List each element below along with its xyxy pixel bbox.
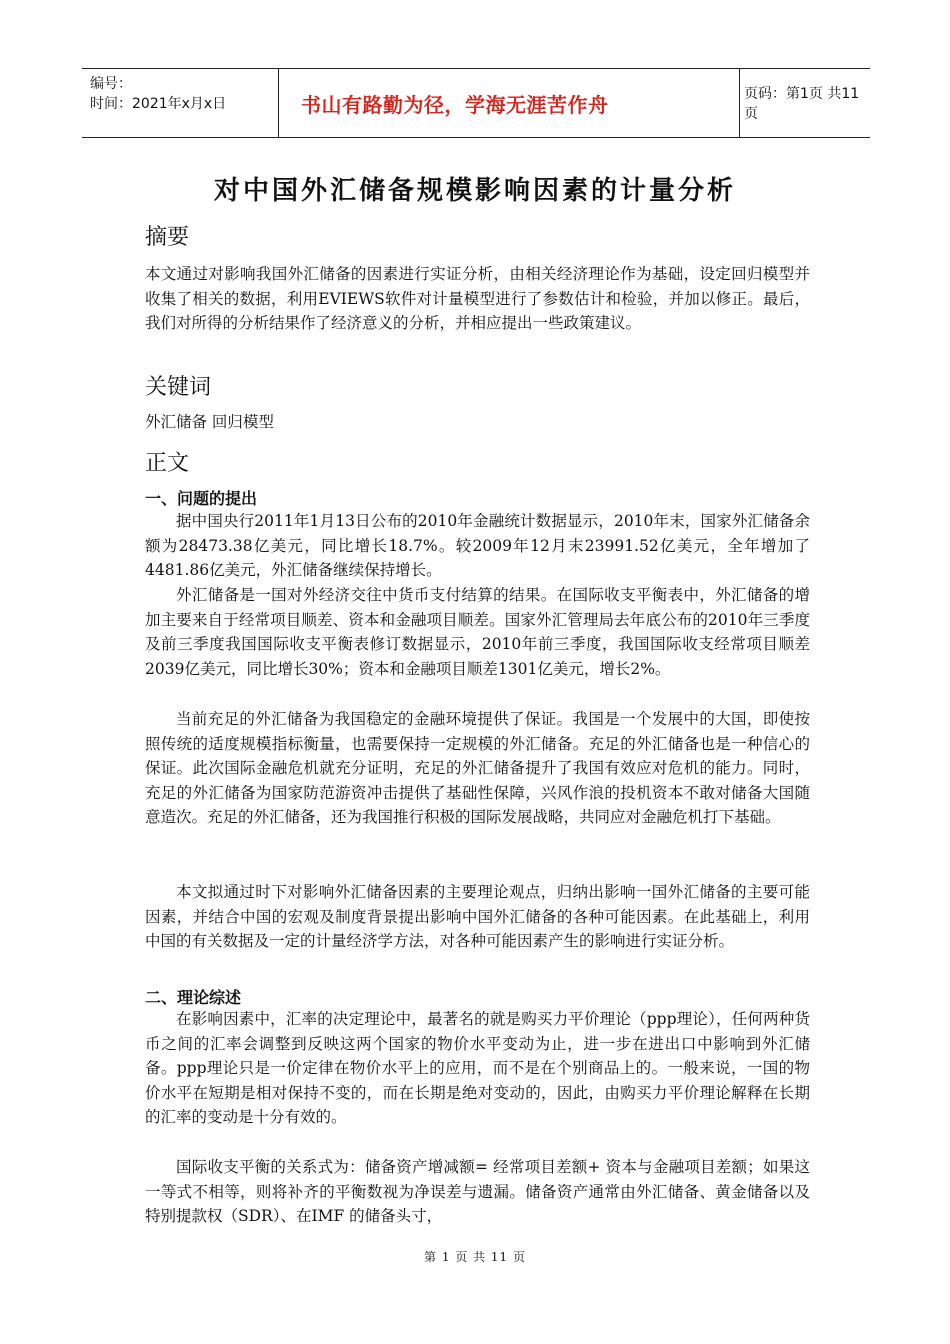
keywords-heading: 关键词 (145, 375, 212, 400)
abstract-heading: 摘要 (145, 225, 190, 250)
header-meta (82, 69, 262, 137)
motto-text: 书山有路勤为径，学海无涯苦作舟 (301, 92, 609, 117)
section-2-paragraph: 国际收支平衡的关系式为：储备资产增减额= 经常项目差额+ 资本与金融项目差额；如果这一等式不相等，则将补齐的平衡数视为净误差与遗漏。储备资产通常由外汇储备、黄金储备以及特别提款权（SDR）、在IMF 的储备头寸， (145, 1158, 810, 1225)
body-heading: 正文 (145, 451, 190, 476)
section-1-heading: 一、问题的提出 (145, 489, 258, 508)
section-2-paragraph: 在影响因素中，汇率的决定理论中，最著名的就是购买力平价理论（ppp理论），任何两种货币之间的汇率会调整到反映这两个国家的物价水平变动为止，进一步在进出口中影响到外汇储备。ppp理论只是一价定律在物价水平上的应用，而不是在个别商品上的。一般来说，一国的物价水平在短期是相对保持不变的，而在长期是绝对变动的，因此，由购买力平价理论解释在长期的汇率的变动是十分有效的。 (145, 1010, 810, 1126)
header-motto-cell (278, 69, 740, 137)
time-label: 时间：2021年x月x日 (90, 96, 227, 112)
page-header (82, 68, 870, 138)
page-footer: 第 1 页 共 11 页 (424, 1250, 526, 1264)
section-1-paragraph: 当前充足的外汇储备为我国稳定的金融环境提供了保证。我国是一个发展中的大国，即使按照传统的适度规模指标衡量，也需要保持一定规模的外汇储备。充足的外汇储备也是一种信心的保证。此次国际金融危机就充分证明，充足的外汇储备提升了我国有效应对危机的能力。同时，充足的外汇储备为国家防范游资冲击提供了基础性保障，兴风作浪的投机资本不敢对储备大国随意造次。充足的外汇储备，还为我国推行积极的国际发展战略，共同应对金融危机打下基础。 (145, 710, 810, 826)
abstract-text: 本文通过对影响我国外汇储备的因素进行实证分析，由相关经济理论作为基础，设定回归模型并收集了相关的数据，利用EVIEWS软件对计量模型进行了参数估计和检验，并加以修正。最后，我们对所得的分析结果作了经济意义的分析，并相应提出一些政策建议。 (145, 265, 810, 332)
page-info: 页码：第1页 共11页 (744, 86, 860, 122)
keywords-text: 外汇储备 回归模型 (145, 413, 274, 431)
section-1-paragraph: 本文拟通过时下对影响外汇储备因素的主要理论观点，归纳出影响一国外汇储备的主要可能因素，并结合中国的宏观及制度背景提出影响中国外汇储备的各种可能因素。在此基础上，利用中国的有关数据及一定的计量经济学方法，对各种可能因素产生的影响进行实证分析。 (145, 883, 810, 950)
section-1-paragraph: 外汇储备是一国对外经济交往中货币支付结算的结果。在国际收支平衡表中，外汇储备的增加主要来自于经常项目顺差、资本和金融项目顺差。国家外汇管理局去年底公布的2010年三季度及前三季度我国国际收支平衡表修订数据显示，2010年前三季度，我国国际收支经常项目顺差2039亿美元，同比增长30%；资本和金融项目顺差1301亿美元，增长2%。 (145, 586, 810, 678)
section-2-heading: 二、理论综述 (145, 988, 242, 1007)
number-label: 编号： (90, 76, 132, 92)
section-1-paragraph: 据中国央行2011年1月13日公布的2010年金融统计数据显示，2010年末，国家外汇储备余额为28473.38亿美元，同比增长18.7%。较2009年12月末23991.52亿美元，全年增加了4481.86亿美元，外汇储备继续保持增长。 (145, 512, 810, 579)
document-title: 对中国外汇储备规模影响因素的计量分析 (213, 176, 736, 206)
